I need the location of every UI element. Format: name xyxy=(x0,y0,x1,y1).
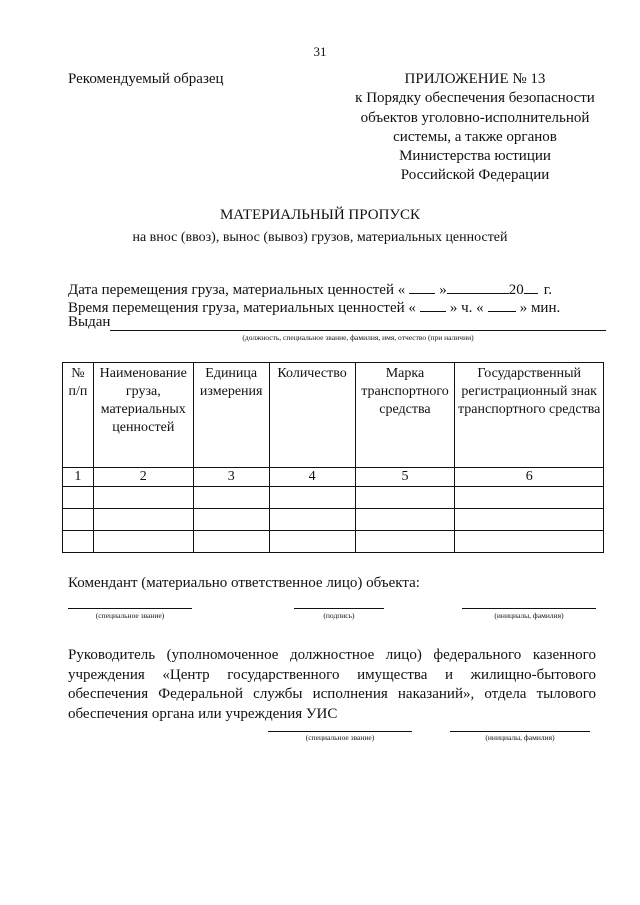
table-cell[interactable] xyxy=(193,509,269,531)
column-number: 1 xyxy=(63,468,94,487)
head-line-1 xyxy=(68,646,596,666)
table-cell[interactable] xyxy=(63,487,94,509)
head-paragraph xyxy=(68,646,596,724)
word: обеспечения xyxy=(68,686,149,702)
appendix-line: объектов уголовно-исполнительной xyxy=(360,109,590,126)
column-number: 3 xyxy=(193,468,269,487)
table-header: Марка транспортного средства xyxy=(355,363,455,468)
word: государственного xyxy=(227,666,340,683)
column-number: 6 xyxy=(455,468,604,487)
day-blank[interactable] xyxy=(409,280,435,294)
recommended-sample-label: Рекомендуемый образец xyxy=(68,71,224,87)
appendix-block xyxy=(330,70,620,186)
word: тылового xyxy=(536,686,596,702)
word: исполнения xyxy=(312,686,388,702)
table-number-row xyxy=(63,468,604,487)
table-cell[interactable] xyxy=(93,487,193,509)
appendix-title: ПРИЛОЖЕНИЕ № 13 xyxy=(404,71,546,87)
appendix-line: Министерства юстиции xyxy=(399,148,551,165)
table-header: № п/п xyxy=(63,363,94,468)
commandant-label: Комендант (материально ответственное лицо) объекта: xyxy=(68,575,420,591)
table-cell[interactable] xyxy=(93,509,193,531)
column-number: 5 xyxy=(355,468,455,487)
word: и xyxy=(445,666,454,683)
time-field-row xyxy=(68,298,560,317)
column-number: 4 xyxy=(269,468,355,487)
head-line-3 xyxy=(68,685,596,705)
head-line-4: обеспечения органа или учреждения УИС xyxy=(68,705,338,722)
year-blank[interactable] xyxy=(524,280,538,294)
table-cell[interactable] xyxy=(63,531,94,553)
document-title: МАТЕРИАЛЬНЫЙ ПРОПУСК xyxy=(219,207,421,223)
table-row xyxy=(63,509,604,531)
table-cell[interactable] xyxy=(93,531,193,553)
table-cell[interactable] xyxy=(269,509,355,531)
word: «Центр xyxy=(162,666,210,683)
year-suffix: г. xyxy=(543,282,552,298)
table-cell[interactable] xyxy=(193,487,269,509)
commandant-rank-blank[interactable] xyxy=(68,608,192,609)
commandant-name-blank[interactable] xyxy=(462,608,596,609)
appendix-line: Российской Федерации xyxy=(400,167,550,184)
issued-blank[interactable] xyxy=(110,330,606,331)
word: казенного xyxy=(532,647,596,663)
table-row xyxy=(63,487,604,509)
word: (уполномоченное xyxy=(166,647,279,663)
column-number: 2 xyxy=(93,468,193,487)
issued-note: (должность, специальное звание, фамилия, имя, отчество (при наличии) xyxy=(242,333,474,342)
year-prefix: 20 xyxy=(508,282,524,298)
month-blank[interactable] xyxy=(447,280,509,294)
word: учреждения xyxy=(68,666,145,683)
head-line-2 xyxy=(68,666,596,686)
word: отдела xyxy=(484,686,527,702)
commandant-signature-blank[interactable] xyxy=(294,608,384,609)
word: наказаний», xyxy=(397,686,475,702)
table-row xyxy=(63,531,604,553)
time-label: Время перемещения груза, материальных ценностей « xyxy=(68,300,416,316)
commandant-name-note: (инициалы, фамилия) xyxy=(494,611,564,620)
appendix-line: к Порядку обеспечения безопасности xyxy=(355,90,595,107)
word: Федеральной xyxy=(158,686,244,702)
date-quote-close: » xyxy=(439,282,447,298)
word: лицо) xyxy=(385,647,422,663)
date-field-row xyxy=(68,280,552,299)
table-cell[interactable] xyxy=(455,487,604,509)
commandant-signature-note: (подпись) xyxy=(323,611,355,620)
word: Руководитель xyxy=(68,647,156,663)
table-header: Количество xyxy=(269,363,355,468)
head-rank-blank[interactable] xyxy=(268,731,412,732)
table-cell[interactable] xyxy=(455,509,604,531)
minutes-blank[interactable] xyxy=(488,298,516,312)
word: жилищно-бытового xyxy=(470,666,596,683)
table-header: Единица измерения xyxy=(193,363,269,468)
issued-label: Выдан xyxy=(68,314,111,330)
time-minutes-text: » мин. xyxy=(519,300,561,316)
word: должностное xyxy=(289,647,375,663)
table-header-row xyxy=(63,363,604,468)
head-name-note: (инициалы, фамилия) xyxy=(485,733,555,742)
date-label: Дата перемещения груза, материальных ценностей « xyxy=(68,282,406,298)
table-cell[interactable] xyxy=(355,509,455,531)
appendix-line: системы, а также органов xyxy=(393,128,557,145)
table-cell[interactable] xyxy=(193,531,269,553)
table-cell[interactable] xyxy=(455,531,604,553)
table-cell[interactable] xyxy=(355,531,455,553)
head-rank-note: (специальное звание) xyxy=(305,733,375,742)
head-name-blank[interactable] xyxy=(450,731,590,732)
hours-blank[interactable] xyxy=(420,298,446,312)
page-number: 31 xyxy=(313,44,327,59)
cargo-table xyxy=(62,362,604,553)
commandant-rank-note: (специальное звание) xyxy=(95,611,165,620)
time-hours-text: » ч. « xyxy=(449,300,484,316)
word: имущества xyxy=(357,666,428,683)
table-cell[interactable] xyxy=(269,487,355,509)
table-cell[interactable] xyxy=(63,509,94,531)
table-header: Наименование груза, материальных ценностей xyxy=(93,363,193,468)
table-header: Государственный регистрационный знак транспортного средства xyxy=(455,363,604,468)
word: службы xyxy=(253,686,303,702)
word: федерального xyxy=(433,647,522,663)
table-cell[interactable] xyxy=(355,487,455,509)
table-cell[interactable] xyxy=(269,531,355,553)
document-subtitle: на внос (ввоз), вынос (вывоз) грузов, материальных ценностей xyxy=(132,230,508,245)
